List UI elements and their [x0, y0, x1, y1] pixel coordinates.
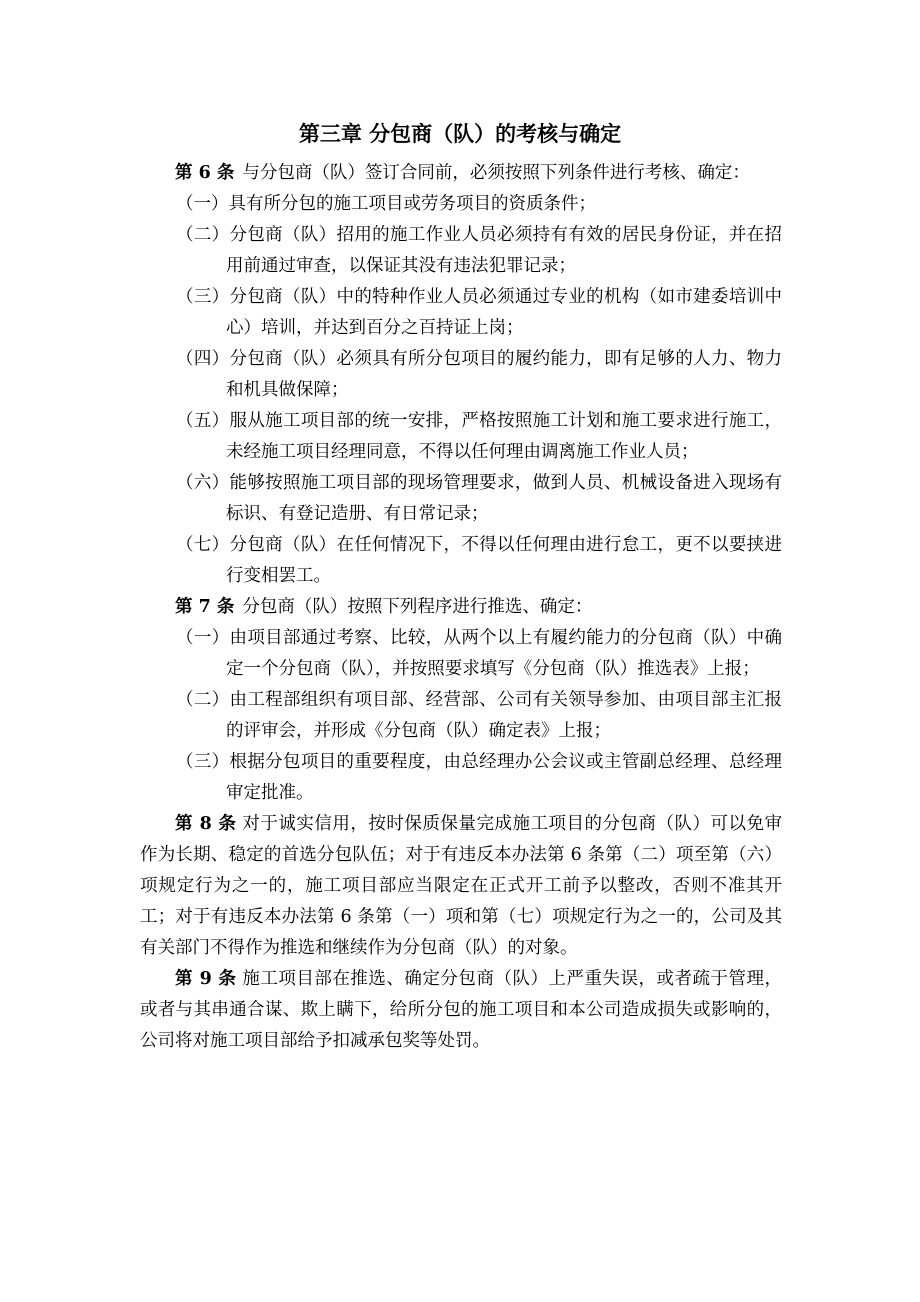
article-8-paragraph — [140, 809, 782, 964]
article-6-item-7: （七）分包商（队）在任何情况下，不得以任何理由进行怠工，更不以要挟进行变相罢工。 — [176, 535, 782, 586]
article-6-item-6: （六）能够按照施工项目部的现场管理要求，做到人员、机械设备进入现场有标识、有登记造册、有日常记录； — [176, 473, 782, 524]
document-body — [140, 158, 782, 1057]
article-9-text: 施工项目部在推选、确定分包商（队）上严重失误，或者疏于管理，或者与其串通合谋、欺上瞒下，给所分包的施工项目和本公司造成损失或影响的，公司将对施工项目部给予扣减承包奖等处罚。 — [140, 969, 782, 1051]
article-7-label: 第 7 条 — [175, 597, 235, 617]
article-6-heading — [140, 158, 782, 189]
article-6-item-4: （四）分包商（队）必须具有所分包项目的履约能力，即有足够的人力、物力和机具做保障； — [176, 349, 782, 400]
article-8-label: 第 8 条 — [175, 814, 237, 834]
article-7-heading — [140, 592, 782, 623]
article-9-label: 第 9 条 — [175, 969, 237, 989]
article-9-paragraph — [140, 964, 782, 1057]
article-6-label: 第 6 条 — [175, 163, 235, 183]
article-6-intro: 与分包商（队）签订合同前，必须按照下列条件进行考核、确定： — [242, 163, 750, 183]
article-6-item-2: （二）分包商（队）招用的施工作业人员必须持有有效的居民身份证，并在招用前通过审查，以保证其没有违法犯罪记录； — [176, 225, 782, 276]
article-7-item-3: （三）根据分包项目的重要程度，由总经理办公会议或主管副总经理、总经理审定批准。 — [176, 752, 782, 803]
chapter-title: 第三章 分包商（队）的考核与确定 — [298, 122, 622, 146]
article-6-item-3: （三）分包商（队）中的特种作业人员必须通过专业的机构（如市建委培训中心）培训，并达到百分之百持证上岗； — [176, 287, 782, 338]
article-6-item-5: （五）服从施工项目部的统一安排，严格按照施工计划和施工要求进行施工，未经施工项目经理同意，不得以任何理由调离施工作业人员； — [176, 411, 782, 462]
article-6-item-1: （一）具有所分包的施工项目或劳务项目的资质条件； — [176, 194, 596, 214]
article-7-item-2: （二）由工程部组织有项目部、经营部、公司有关领导参加、由项目部主汇报的评审会，并形成《分包商（队）确定表》上报； — [176, 690, 782, 741]
article-7-item-1: （一）由项目部通过考察、比较，从两个以上有履约能力的分包商（队）中确定一个分包商（队），并按照要求填写《分包商（队）推选表》上报； — [176, 628, 782, 679]
article-8-text: 对于诚实信用，按时保质保量完成施工项目的分包商（队）可以免审作为长期、稳定的首选分包队伍；对于有违反本办法第 6 条第（二）项至第（六）项规定行为之一的，施工项目部应当限定在正式开工前予以整改，否则不准其开工；对于有违反本办法第 6 条第（一）项和第（七）项规定行为之一的，公司及其有关部门不得作为推选和继续作为分包商（队）的对象。 — [140, 814, 782, 958]
article-7-intro: 分包商（队）按照下列程序进行推选、确定： — [242, 597, 593, 617]
